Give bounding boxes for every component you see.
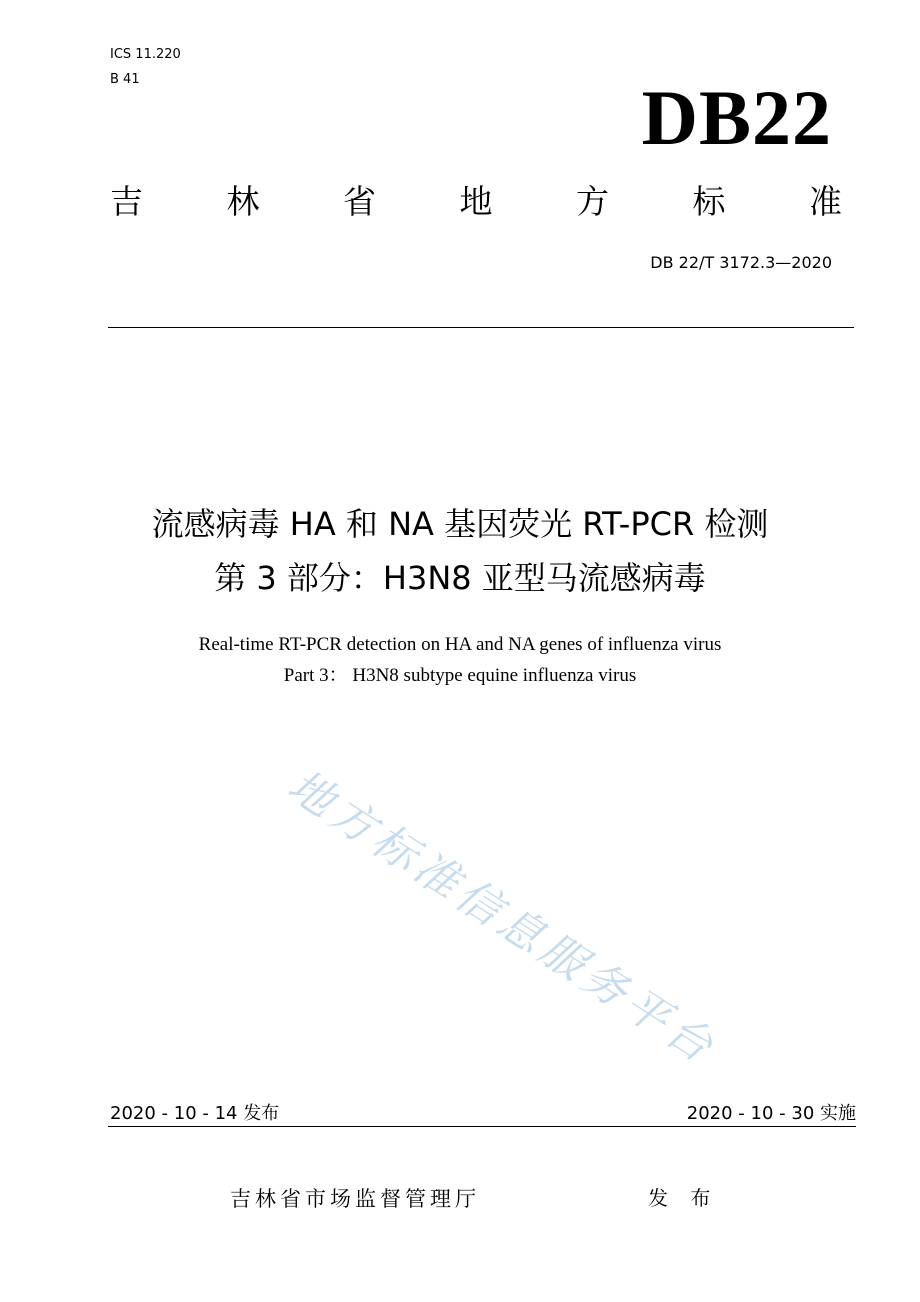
- issue-date: 2020 - 10 - 14 发布: [110, 1103, 280, 1124]
- standard-type-char: 地: [459, 182, 493, 221]
- standard-type-char: 省: [343, 182, 376, 221]
- watermark: 地方标准信息服务平台: [278, 760, 726, 1076]
- standard-type-char: 准: [809, 182, 842, 221]
- standard-type-char: 林: [226, 182, 260, 221]
- title-en-line-1: Real-time RT-PCR detection on HA and NA genes of influenza virus: [198, 634, 722, 655]
- title-zh-line-2: 第 3 部分：H3N8 亚型马流感病毒: [214, 559, 706, 597]
- title-en-line-2: Part 3： H3N8 subtype equine influenza virus: [283, 665, 637, 686]
- standard-type-heading: [110, 180, 842, 224]
- standard-type-char: 方: [576, 182, 609, 221]
- title-zh-line-1: 流感病毒 HA 和 NA 基因荧光 RT-PCR 检测: [151, 505, 769, 543]
- standard-number: DB 22/T 3172.3—2020: [650, 253, 832, 272]
- standard-type-char: 吉: [110, 182, 143, 221]
- db-mark: DB22: [641, 74, 832, 161]
- top-divider: [108, 327, 854, 328]
- ics-code: ICS 11.220: [110, 47, 181, 62]
- standard-type-char: 标: [692, 182, 726, 221]
- implementation-date: 2020 - 10 - 30 实施: [686, 1103, 856, 1124]
- publish-label: 发 布: [648, 1186, 719, 1210]
- ccs-code: B 41: [110, 72, 140, 87]
- publisher-name: 吉林省市场监督管理厅: [230, 1187, 480, 1211]
- bottom-divider: [108, 1126, 856, 1127]
